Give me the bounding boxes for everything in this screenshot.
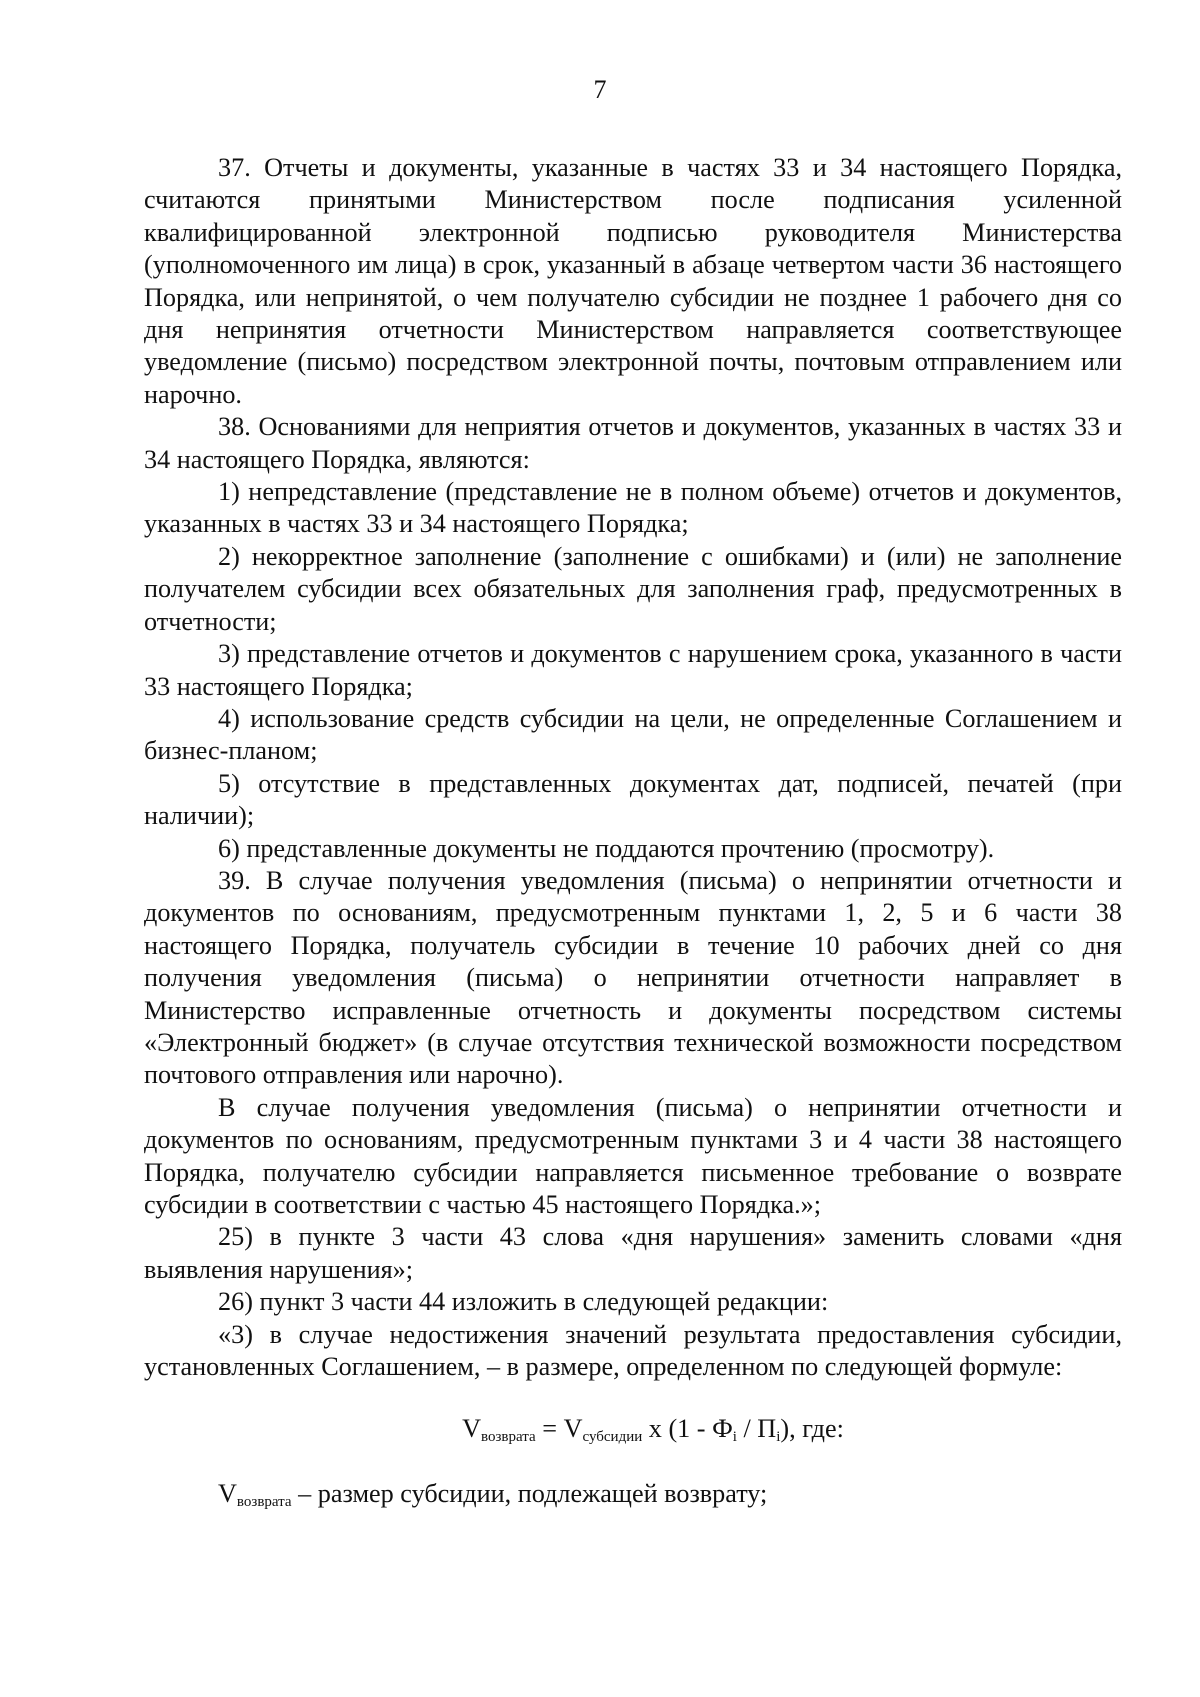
formula-sub-i1: i <box>732 1429 737 1446</box>
list-item-38-3: 3) представление отчетов и документов с нарушением срока, указанного в части 33 настоящего Порядка; <box>144 639 1122 701</box>
amendment-26: 26) пункт 3 части 44 изложить в следующей редакции: <box>218 1287 829 1317</box>
formula-mid: х (1 - Ф <box>642 1414 733 1444</box>
definition-v-return <box>144 1478 1122 1510</box>
formula-slash: / П <box>736 1414 777 1444</box>
list-item-38-1: 1) непредставление (представление не в полном объеме) отчетов и документов, указанных в частях 33 и 34 настоящего Порядка; <box>144 477 1122 539</box>
formula-sub-return: возврата <box>481 1429 536 1446</box>
amendment-25: 25) в пункте 3 части 43 слова «дня нарушения» заменить словами «дня выявления нарушения»; <box>144 1222 1122 1284</box>
list-item-38-5: 5) отсутствие в представленных документах дат, подписей, печатей (при наличии); <box>144 768 1122 831</box>
paragraph-38: 38. Основаниями для неприятия отчетов и документов, указанных в частях 33 и 34 настоящего Порядка, являются: <box>144 412 1122 474</box>
paragraph-39: 39. В случае получения уведомления (письма) о непринятии отчетности и документов по основаниям, предусмотренным пунктами 1, 2, 5 и 6 части 38 настоящего Порядка, получатель субсидии в течение 10 рабочих дней со дня получения уведомления (письма) о непринятии отчетности направляет в Министерство исправленные отчетность и документы посредством системы «Электронный бюджет» (в случае отсутствия технической возможности посредством почтового отправления или нарочно). <box>144 865 1122 1090</box>
page-number: 7 <box>593 75 607 104</box>
definition-sub: возврата <box>236 1493 292 1510</box>
formula-sub-i2: i <box>776 1429 781 1446</box>
formula-v2: V <box>563 1414 583 1444</box>
list-item-38-2: 2) некорректное заполнение (заполнение с ошибками) и (или) не заполнение получателем субсидии всех обязательных для заполнения граф, предусмотренных в отчетности; <box>144 541 1122 636</box>
list-item-38-4: 4) использование средств субсидии на цели, не определенные Соглашением и бизнес-планом; <box>144 703 1122 766</box>
definition-text: – размер субсидии, подлежащей возврату; <box>291 1478 768 1508</box>
formula-v: V <box>462 1414 482 1444</box>
document-body <box>144 152 1122 1510</box>
paragraph-37: 37. Отчеты и документы, указанные в частях 33 и 34 настоящего Порядка, считаются принятыми Министерством после подписания усиленной квалифицированной электронной подписью руководителя Министерства (уполномоченного им лица) в срок, указанный в абзаце четвертом части 36 настоящего Порядка, или непринятой, о чем получателю субсидии не позднее 1 рабочего дня со дня непринятия отчетности Министерством направляется соответствующее уведомление (письмо) посредством электронной почты, почтовым отправлением или нарочно. <box>144 153 1122 409</box>
list-item-38-6: 6) представленные документы не поддаются прочтению (просмотру). <box>218 833 995 863</box>
definition-v: V <box>218 1478 237 1508</box>
paragraph-39-continued: В случае получения уведомления (письма) о непринятии отчетности и документов по основаниям, предусмотренным пунктами 3 и 4 части 38 настоящего Порядка, получателю субсидии направляется письменное требование о возврате субсидии в соответствии с частью 45 настоящего Порядка.»; <box>144 1092 1122 1219</box>
formula-eq: = <box>535 1414 564 1444</box>
quoted-item-3: «3) в случае недостижения значений результата предоставления субсидии, установленных Соглашением, – в размере, определенном по следующей формуле: <box>144 1319 1122 1382</box>
formula <box>144 1413 1122 1445</box>
formula-sub-subsidy: субсидии <box>582 1429 643 1446</box>
formula-tail: ), где: <box>780 1414 844 1444</box>
